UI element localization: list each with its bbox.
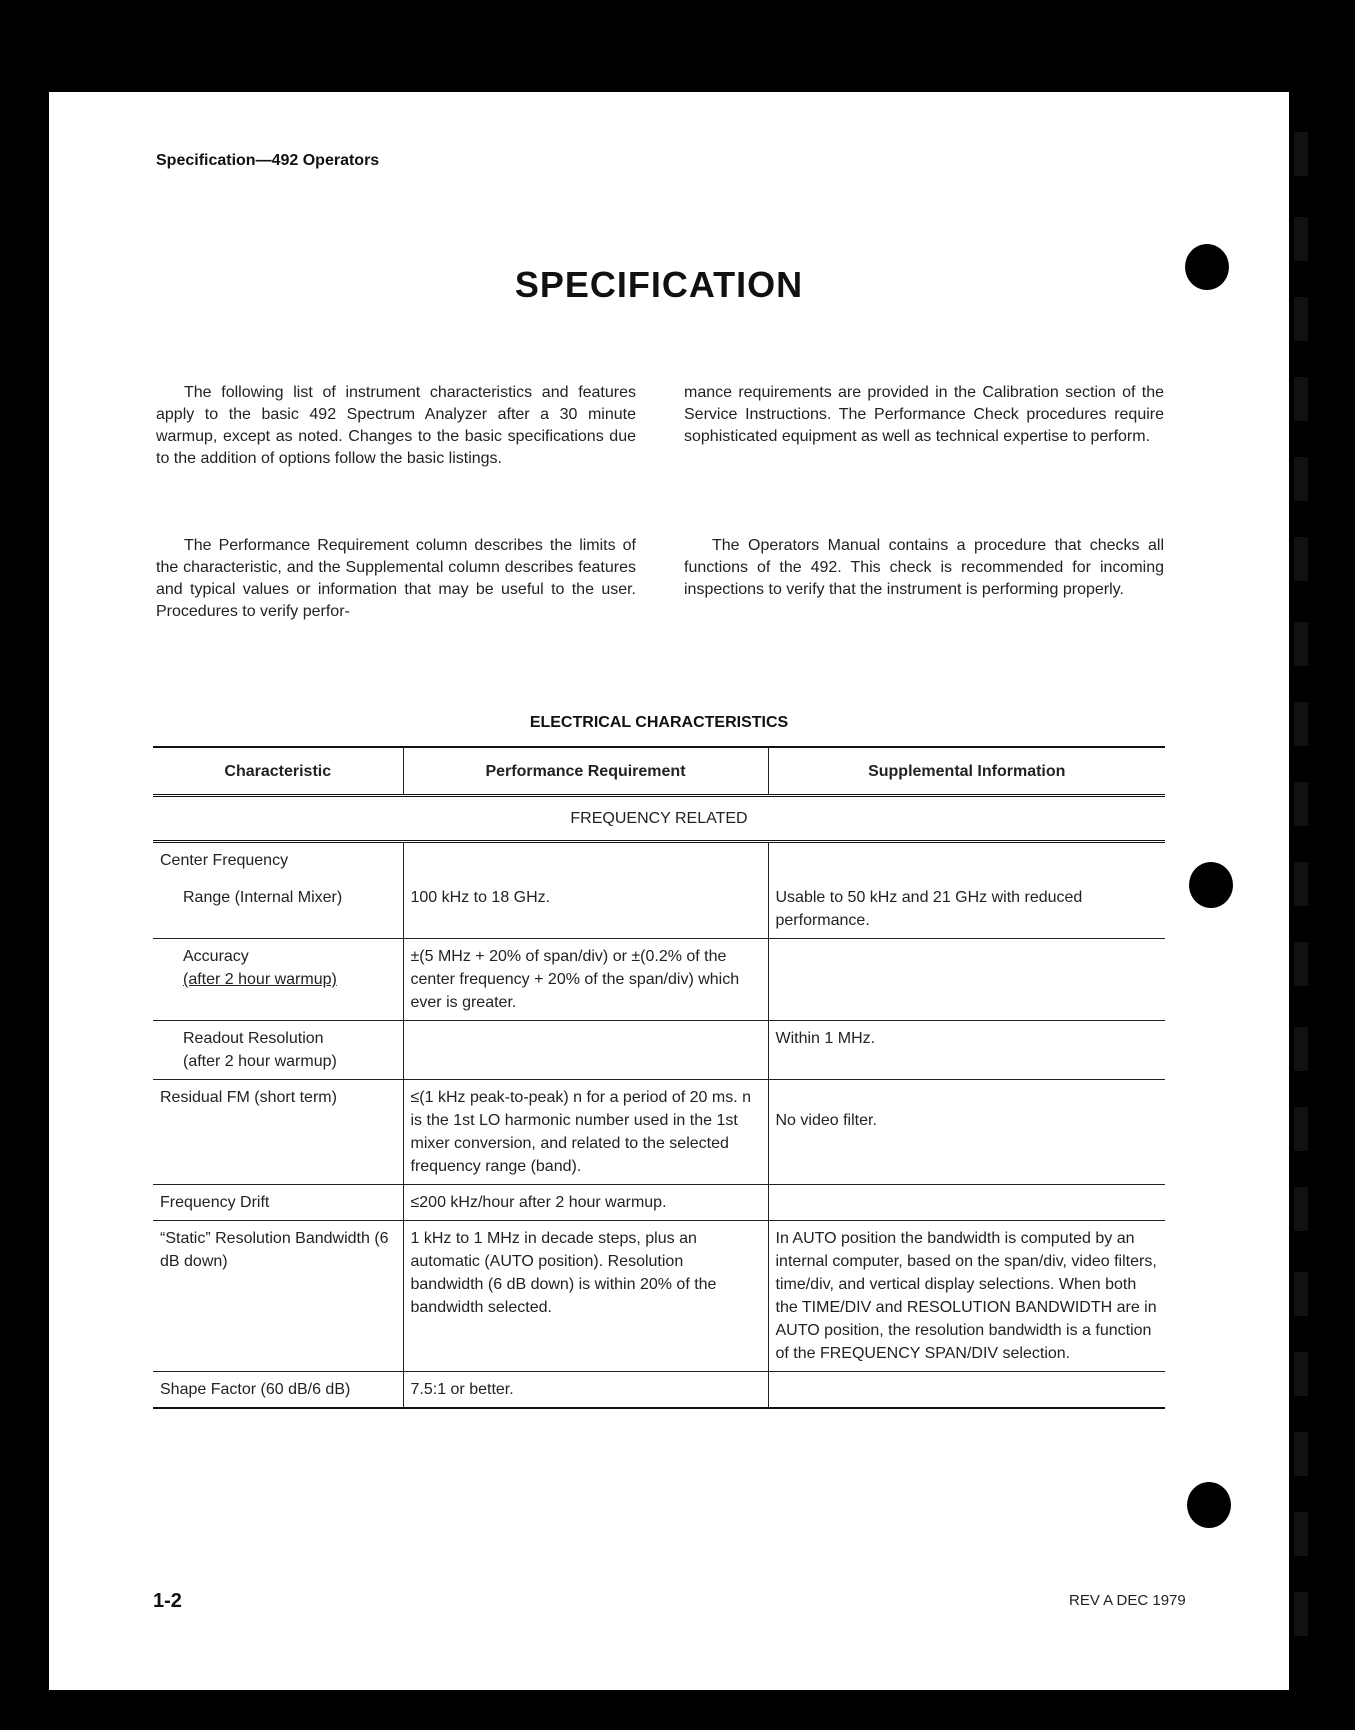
table-row (153, 1372, 1165, 1409)
group-label: FREQUENCY RELATED (153, 796, 1165, 842)
index-tab (1294, 782, 1308, 826)
column-header-performance: Performance Requirement (403, 747, 768, 796)
supplemental-cell (768, 1185, 1165, 1221)
characteristic-cell: Range (Internal Mixer) (153, 872, 403, 939)
table-row (153, 1185, 1165, 1221)
index-tab (1294, 1352, 1308, 1396)
performance-cell (403, 1021, 768, 1080)
characteristic-cell: Residual FM (short term) (153, 1080, 403, 1185)
supplemental-cell (768, 939, 1165, 1021)
characteristic-note: (after 2 hour warmup) (183, 1053, 337, 1070)
supplemental-cell: Within 1 MHz. (768, 1021, 1165, 1080)
table-row (153, 1080, 1165, 1185)
index-tab (1294, 537, 1308, 581)
intro-paragraph-1: The following list of instrument characteristics and features apply to the basic 492 Spectrum Analyzer after a 30 minute warmup, except as noted. Changes to the basic specifications due to the addition of options follow the basic listings. (156, 384, 636, 467)
table-row (153, 1021, 1165, 1080)
index-tab (1294, 1107, 1308, 1151)
table-row (153, 842, 1165, 873)
supplemental-cell (768, 1372, 1165, 1409)
page-sheet (49, 92, 1289, 1690)
performance-cell: 1 kHz to 1 MHz in decade steps, plus an automatic (AUTO position). Resolution bandwidth (6 dB down) is within 20% of the bandwidth selected. (403, 1221, 768, 1372)
intro-paragraph-4: The Operators Manual contains a procedure that checks all functions of the 492. This check is recommended for incoming inspections to verify that the instrument is performing properly. (684, 537, 1164, 598)
column-header-supplemental: Supplemental Information (768, 747, 1165, 796)
index-tab (1294, 862, 1308, 906)
page-number: 1-2 (153, 1590, 182, 1612)
characteristic-cell (153, 1021, 403, 1080)
characteristic-note: (after 2 hour warmup) (183, 971, 337, 988)
group-row (153, 796, 1165, 842)
index-tab (1294, 942, 1308, 986)
table-title: ELECTRICAL CHARACTERISTICS (529, 714, 789, 731)
index-tab (1294, 702, 1308, 746)
index-tab (1294, 1027, 1308, 1071)
index-tab (1294, 1512, 1308, 1556)
supplemental-cell (768, 842, 1165, 873)
binder-hole-middle (1189, 862, 1233, 908)
characteristic-label: Readout Resolution (183, 1030, 324, 1047)
table-row (153, 872, 1165, 939)
performance-cell: ≤200 kHz/hour after 2 hour warmup. (403, 1185, 768, 1221)
characteristic-cell: Center Frequency (160, 852, 289, 869)
index-tab (1294, 1592, 1308, 1636)
intro-paragraph-2: The Performance Requirement column describes the limits of the characteristic, and the Supplemental column describes features and typical values or information that may be useful to the user. Procedures to verify perfor- (156, 537, 636, 620)
performance-cell: ±(5 MHz + 20% of span/div) or ±(0.2% of the center frequency + 20% of the span/div) which ever is greater. (403, 939, 768, 1021)
intro-paragraph-3: mance requirements are provided in the Calibration section of the Service Instructions. The Performance Check procedures require sophisticated equipment as well as technical expertise to perform. (684, 384, 1164, 445)
electrical-characteristics-table (153, 746, 1165, 1409)
table-row (153, 939, 1165, 1021)
characteristic-cell: Shape Factor (60 dB/6 dB) (153, 1372, 403, 1409)
index-tab (1294, 132, 1308, 176)
performance-cell: 7.5:1 or better. (403, 1372, 768, 1409)
characteristic-cell: “Static” Resolution Bandwidth (6 dB down) (153, 1221, 403, 1372)
page-title: SPECIFICATION (514, 264, 804, 305)
supplemental-cell: In AUTO position the bandwidth is computed by an internal computer, based on the span/div, video filters, time/div, and vertical display selections. When both the TIME/DIV and RESOLUTION BANDWIDTH are in AUTO position, the resolution bandwidth is a function of the FREQUENCY SPAN/DIV selection. (768, 1221, 1165, 1372)
performance-cell (403, 842, 768, 873)
performance-cell: 100 kHz to 18 GHz. (403, 872, 768, 939)
characteristic-label: Accuracy (183, 948, 249, 965)
index-tab (1294, 457, 1308, 501)
index-tab (1294, 1432, 1308, 1476)
characteristic-cell: Frequency Drift (153, 1185, 403, 1221)
table-header-row (153, 747, 1165, 796)
supplemental-cell: No video filter. (768, 1080, 1165, 1185)
performance-cell: ≤(1 kHz peak-to-peak) n for a period of 20 ms. n is the 1st LO harmonic number used in the 1st mixer conversion, and related to the selected frequency range (band). (403, 1080, 768, 1185)
index-tab (1294, 377, 1308, 421)
index-tab (1294, 297, 1308, 341)
binder-hole-top (1185, 244, 1229, 290)
index-tab (1294, 1187, 1308, 1231)
running-header: Specification—492 Operators (156, 152, 380, 169)
index-tab (1294, 1272, 1308, 1316)
characteristic-cell (153, 939, 403, 1021)
revision-date: REV A DEC 1979 (1069, 1592, 1186, 1609)
binder-hole-bottom (1187, 1482, 1231, 1528)
index-tab (1294, 622, 1308, 666)
table-row (153, 1221, 1165, 1372)
index-tab (1294, 217, 1308, 261)
column-header-characteristic: Characteristic (153, 747, 403, 796)
supplemental-cell: Usable to 50 kHz and 21 GHz with reduced performance. (768, 872, 1165, 939)
